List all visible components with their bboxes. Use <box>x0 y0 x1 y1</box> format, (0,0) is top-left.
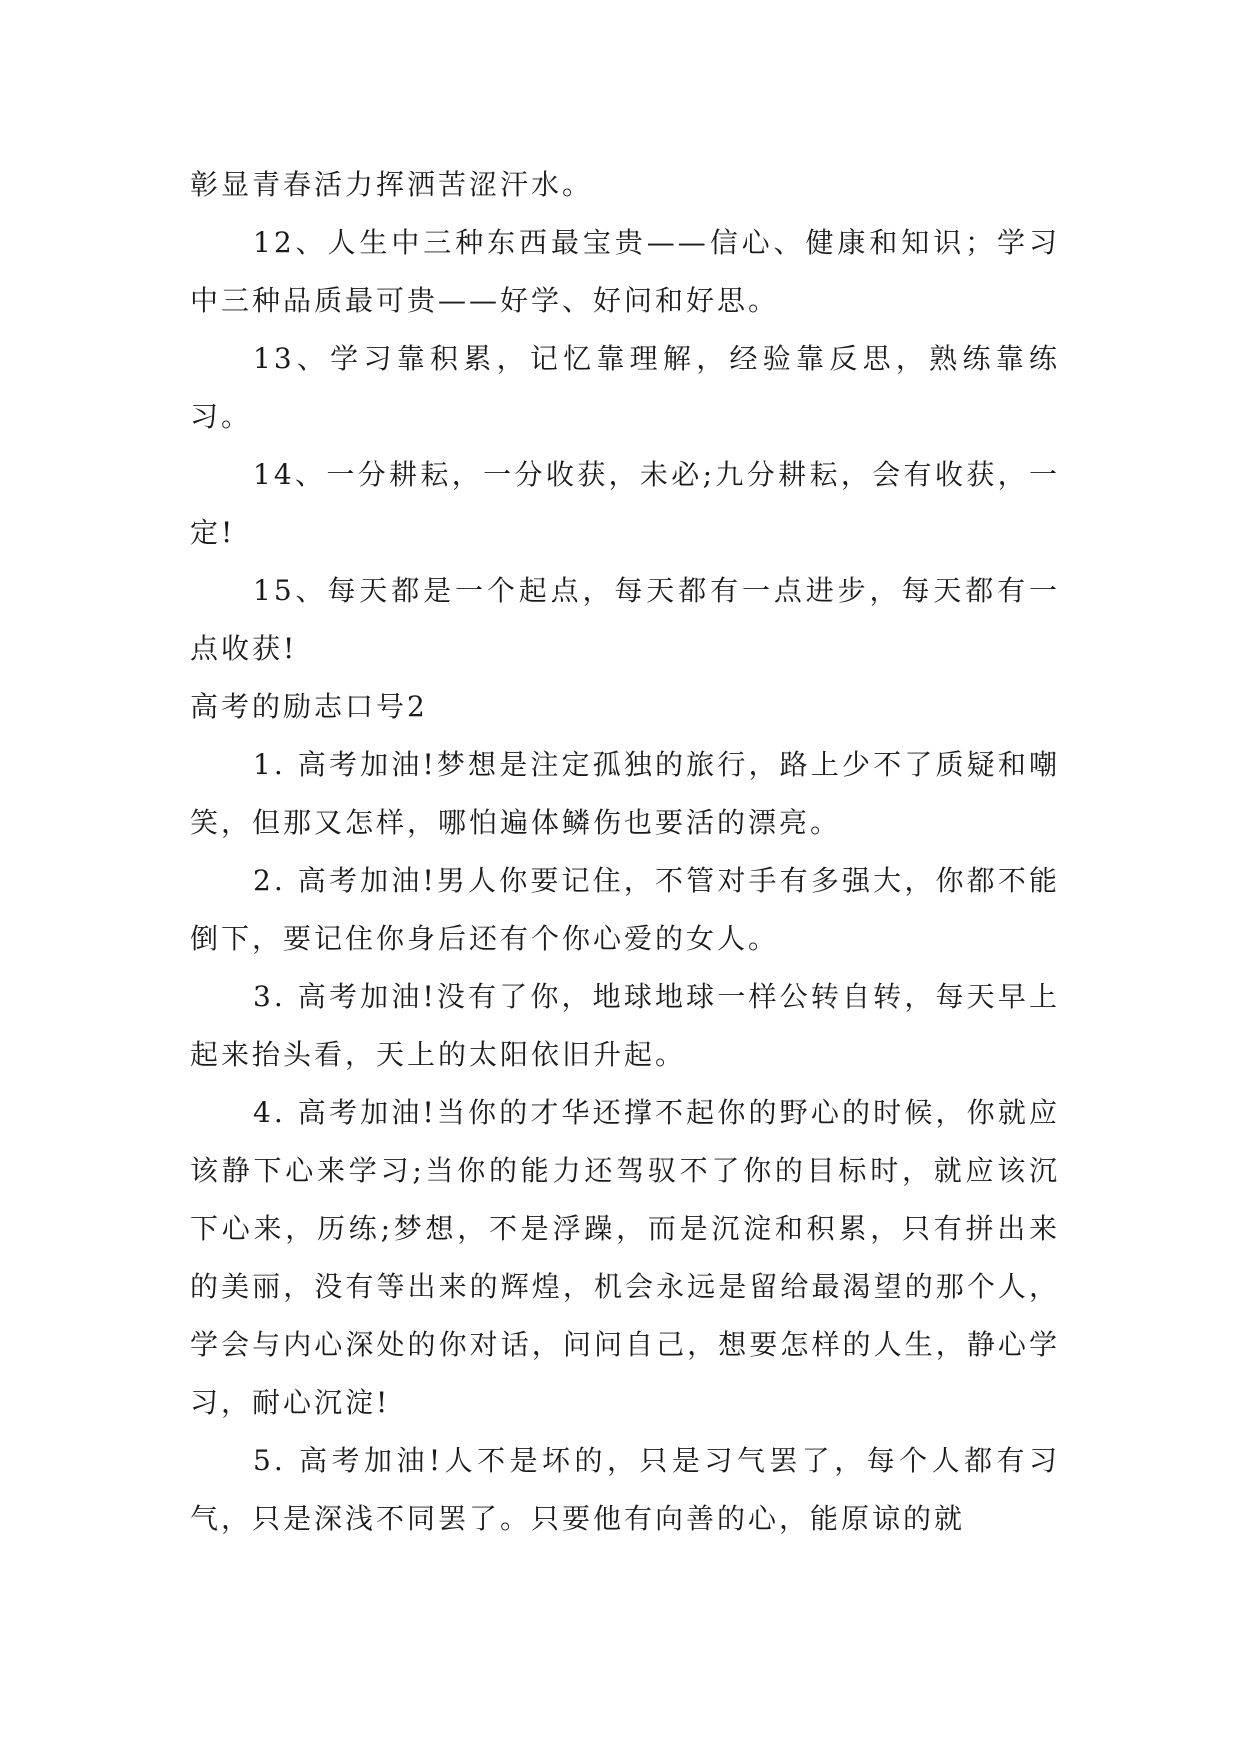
document-body <box>190 156 1060 1548</box>
slogan-item-4: 4. 高考加油!当你的才华还撑不起你的野心的时候，你就应该静下心来学习;当你的能力还驾驭不了你的目标时，就应该沉下心来，历练;梦想，不是浮躁，而是沉淀和积累，只有拼出来的美丽，没有等出来的辉煌，机会永远是留给最渴望的那个人，学会与内心深处的你对话，问问自己，想要怎样的人生，静心学习，耐心沉淀! <box>190 1096 1060 1419</box>
paragraph-item-15: 15、每天都是一个起点，每天都有一点进步，每天都有一点收获! <box>190 574 1060 665</box>
paragraph-item-14: 14、一分耕耘，一分收获，未必;九分耕耘，会有收获，一定! <box>190 458 1060 549</box>
slogan-item-3: 3. 高考加油!没有了你，地球地球一样公转自转，每天早上起来抬头看，天上的太阳依旧升起。 <box>190 980 1060 1071</box>
paragraph-item-12: 12、人生中三种东西最宝贵——信心、健康和知识；学习中三种品质最可贵——好学、好问和好思。 <box>190 226 1060 317</box>
paragraph-item-13: 13、学习靠积累，记忆靠理解，经验靠反思，熟练靠练习。 <box>190 342 1060 433</box>
slogan-item-1: 1. 高考加油!梦想是注定孤独的旅行，路上少不了质疑和嘲笑，但那又怎样，哪怕遍体鳞伤也要活的漂亮。 <box>190 748 1060 839</box>
section-heading: 高考的励志口号2 <box>190 690 428 723</box>
slogan-item-2: 2. 高考加油!男人你要记住，不管对手有多强大，你都不能倒下，要记住你身后还有个你心爱的女人。 <box>190 864 1060 955</box>
slogan-item-5: 5. 高考加油!人不是坏的，只是习气罢了，每个人都有习气，只是深浅不同罢了。只要他有向善的心，能原谅的就 <box>190 1444 1060 1535</box>
paragraph-continuation: 彰显青春活力挥洒苦涩汗水。 <box>190 168 594 201</box>
